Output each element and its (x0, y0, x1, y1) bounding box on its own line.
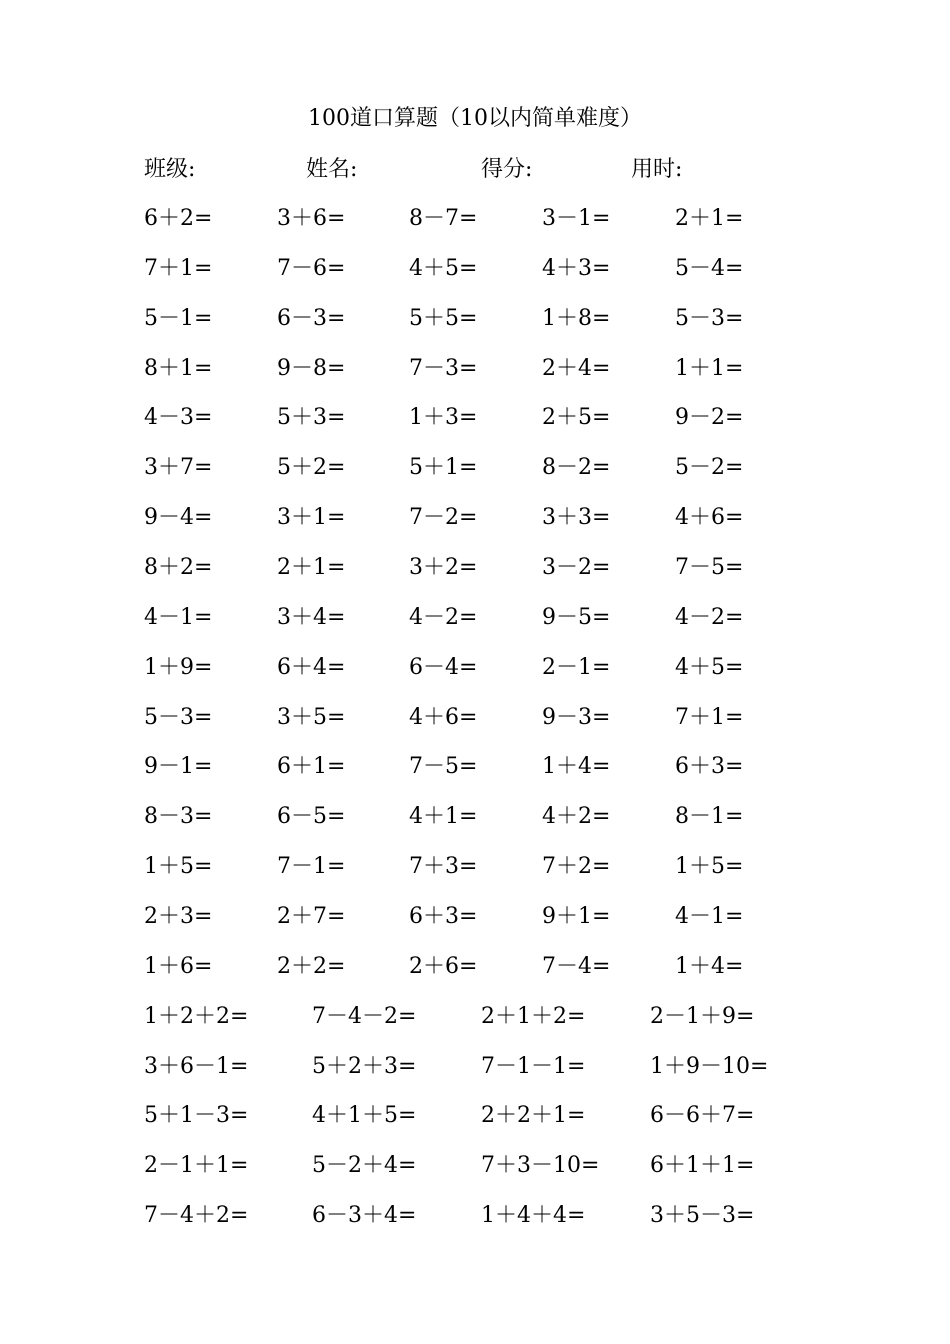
problem-mixed: 2＋1＋2= (481, 1003, 586, 1029)
problem-simple: 5－4= (675, 255, 744, 281)
problem-simple: 1＋5= (675, 854, 744, 880)
problem-mixed: 3＋6－1= (144, 1053, 249, 1079)
problem-simple: 3＋3= (542, 505, 611, 531)
problem-simple: 3＋7= (144, 455, 213, 481)
problem-simple: 7－2= (409, 505, 478, 531)
problem-simple: 5－3= (144, 704, 213, 730)
problem-simple: 5－1= (144, 305, 213, 331)
problem-simple: 5＋1= (409, 455, 478, 481)
problem-simple: 6－3= (277, 305, 346, 331)
problem-mixed: 2－1＋1= (144, 1153, 249, 1179)
time-label: 用时: (631, 157, 683, 182)
problem-simple: 5＋2= (277, 455, 346, 481)
problem-simple: 2＋6= (409, 953, 478, 979)
problem-mixed: 7－1－1= (481, 1053, 586, 1079)
problem-simple: 6＋3= (409, 903, 478, 929)
problem-simple: 5－2= (675, 455, 744, 481)
problem-mixed: 4＋1＋5= (312, 1103, 417, 1129)
problem-simple: 8＋2= (144, 555, 213, 580)
problem-simple: 4＋2= (542, 804, 611, 830)
problem-mixed: 7－4－2= (312, 1003, 417, 1029)
problem-simple: 4＋3= (542, 255, 611, 281)
problem-simple: 6＋4= (277, 654, 346, 680)
problem-simple: 4－1= (144, 604, 213, 630)
problem-simple: 7－6= (277, 255, 346, 281)
page-title: 100道口算题（10以内简单难度） (308, 106, 642, 131)
problem-simple: 6－5= (277, 804, 346, 830)
problem-simple: 7－3= (409, 355, 478, 381)
problem-simple: 2＋1= (277, 555, 346, 580)
class-label: 班级: (144, 157, 196, 182)
problem-simple: 4＋1= (409, 804, 478, 830)
problem-simple: 1＋6= (144, 953, 213, 979)
problem-simple: 4－2= (409, 604, 478, 630)
problem-simple: 4＋6= (409, 704, 478, 730)
problem-simple: 4－1= (675, 903, 744, 929)
problem-simple: 1＋8= (542, 305, 611, 331)
problem-simple: 7＋3= (409, 854, 478, 880)
problem-simple: 6－4= (409, 654, 478, 680)
problem-simple: 7＋1= (144, 255, 213, 281)
problem-mixed: 1＋4＋4= (481, 1203, 586, 1228)
problem-simple: 1＋1= (675, 355, 744, 381)
problem-simple: 7＋2= (542, 854, 611, 880)
problem-simple: 4－3= (144, 405, 213, 431)
problem-simple: 9－4= (144, 505, 213, 531)
problem-mixed: 1＋9－10= (650, 1053, 769, 1079)
problem-simple: 5－3= (675, 305, 744, 331)
problem-simple: 6＋1= (277, 754, 346, 780)
problem-simple: 9－2= (675, 405, 744, 431)
problem-simple: 3－1= (542, 206, 611, 231)
problem-mixed: 5＋2＋3= (312, 1053, 417, 1079)
problem-simple: 5＋3= (277, 405, 346, 431)
problem-simple: 7－4= (542, 953, 611, 979)
problem-simple: 3＋4= (277, 604, 346, 630)
problem-mixed: 2－1＋9= (650, 1003, 755, 1029)
problem-simple: 8－7= (409, 206, 478, 231)
problem-simple: 2－1= (542, 654, 611, 680)
problem-simple: 4＋5= (675, 654, 744, 680)
problem-simple: 3＋2= (409, 555, 478, 580)
problem-simple: 2＋1= (675, 206, 744, 231)
name-label: 姓名: (306, 157, 358, 182)
score-label: 得分: (481, 157, 533, 182)
problem-mixed: 7－4＋2= (144, 1203, 249, 1228)
problem-mixed: 5＋1－3= (144, 1103, 249, 1129)
problem-simple: 2＋7= (277, 903, 346, 929)
problem-simple: 3＋1= (277, 505, 346, 531)
problem-simple: 7－5= (409, 754, 478, 780)
problem-simple: 5＋5= (409, 305, 478, 331)
problem-simple: 3＋6= (277, 206, 346, 231)
problem-simple: 1＋5= (144, 854, 213, 880)
problem-mixed: 1＋2＋2= (144, 1003, 249, 1029)
problem-simple: 1＋4= (675, 953, 744, 979)
problem-simple: 7－5= (675, 555, 744, 580)
problem-simple: 8－1= (675, 804, 744, 830)
problem-simple: 9＋1= (542, 903, 611, 929)
problem-simple: 2＋4= (542, 355, 611, 381)
problem-mixed: 6＋1＋1= (650, 1153, 755, 1179)
problem-simple: 3＋5= (277, 704, 346, 730)
problem-simple: 2＋3= (144, 903, 213, 929)
problem-mixed: 3＋5－3= (650, 1203, 755, 1228)
problem-simple: 9－1= (144, 754, 213, 780)
problem-simple: 9－5= (542, 604, 611, 630)
problem-simple: 4＋6= (675, 505, 744, 531)
problem-simple: 4＋5= (409, 255, 478, 281)
problem-simple: 2＋5= (542, 405, 611, 431)
problem-simple: 6＋3= (675, 754, 744, 780)
problem-simple: 1＋9= (144, 654, 213, 680)
problem-simple: 4－2= (675, 604, 744, 630)
problem-simple: 9－8= (277, 355, 346, 381)
problem-simple: 1＋3= (409, 405, 478, 431)
problem-simple: 9－3= (542, 704, 611, 730)
problem-mixed: 6－3＋4= (312, 1203, 417, 1228)
problem-mixed: 5－2＋4= (312, 1153, 417, 1179)
problem-simple: 8－3= (144, 804, 213, 830)
problem-simple: 7＋1= (675, 704, 744, 730)
problem-simple: 6＋2= (144, 206, 213, 231)
problem-mixed: 2＋2＋1= (481, 1103, 586, 1129)
problem-mixed: 7＋3－10= (481, 1153, 600, 1179)
problem-simple: 1＋4= (542, 754, 611, 780)
problem-mixed: 6－6＋7= (650, 1103, 755, 1129)
problem-simple: 2＋2= (277, 953, 346, 979)
problem-simple: 8＋1= (144, 355, 213, 381)
problem-simple: 8－2= (542, 455, 611, 481)
problem-simple: 3－2= (542, 555, 611, 580)
problem-simple: 7－1= (277, 854, 346, 880)
